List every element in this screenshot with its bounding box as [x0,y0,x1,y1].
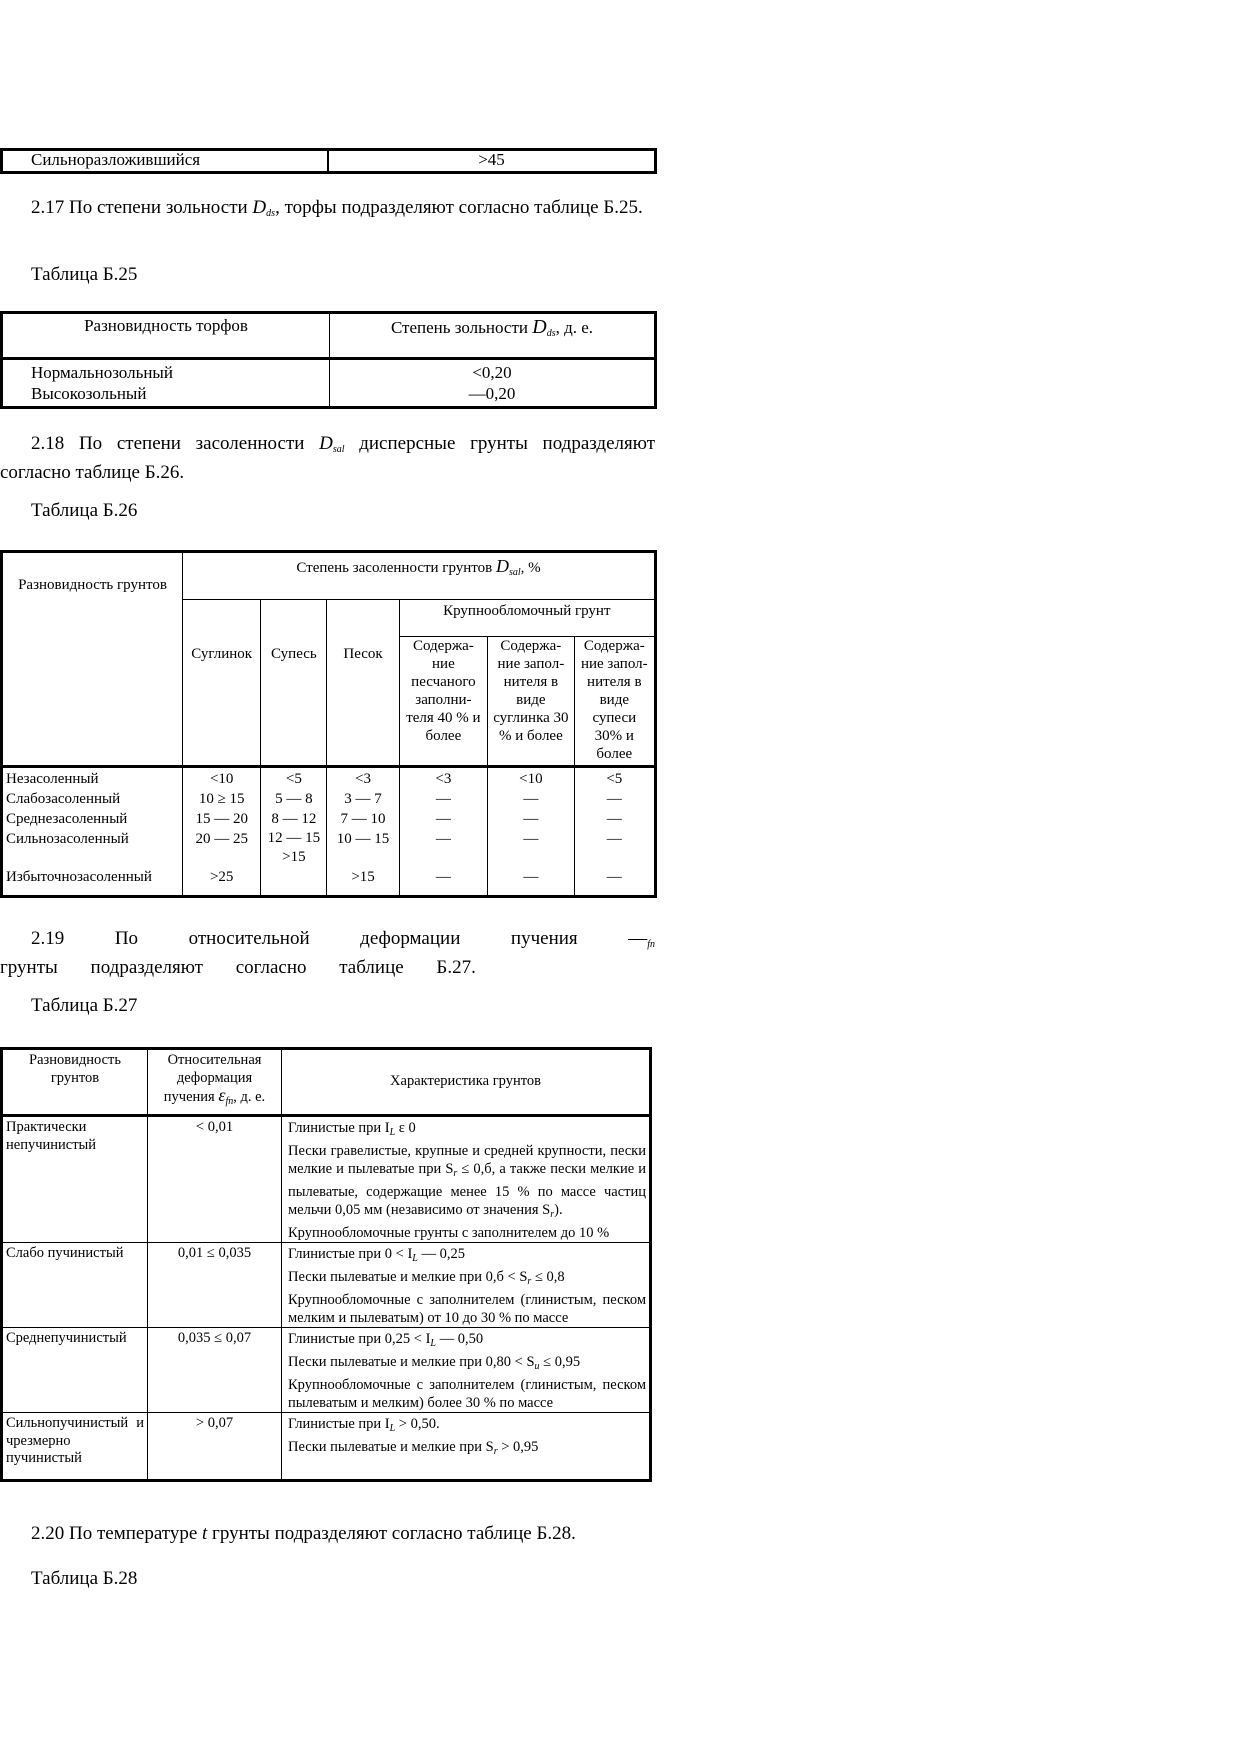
table-cell: <10 10 ≥ 15 15 — 20 20 — 25 >25 [183,767,261,897]
table-cell: <10 — — — — [488,767,574,897]
paragraph-2-19: 2.19 По относительной деформации пучения $—_{fn}$ грунты подразделяют согласно таблице Б.27. [0,928,655,978]
table-cell: <3 — — — — [399,767,487,897]
table-cell: Сильнопучинистый и чрезмерно пучинистый [2,1413,148,1481]
column-header: Крупнообломочный грунт [399,600,655,637]
top-table [0,148,657,174]
table-row [2,359,656,408]
column-header: Относительная деформация пучения $\varepsilon_{fn}$, д. е. [148,1049,282,1116]
table-row [2,1413,651,1481]
table-cell: <3 3 — 7 7 — 10 10 — 15 >15 [327,767,399,897]
table-cell: Глинистые при $I_L$ ε 0 Пески гравелистые, крупные и средней крупности, пески мелкие и пылеватые при $S_r \le 0,б$, а также пески мелкие и пылеватые, содержащие менее 15 % по массе частиц мельчи 0,05 мм (независимо от значения $S_r$). Крупнообломочные грунты с заполнителем до 10 % [282,1116,651,1243]
table-caption-b26: Таблица Б.26 [31,500,138,521]
table-cell: Незасоленный Слабозасоленный Среднезасоленный Сильнозасоленный Избыточнозасоленный [2,767,183,897]
table-row [2,1328,651,1413]
table-cell: Глинистые при $I_L > 0,50$. Пески пылеватые и мелкие при $S_r > 0,95$ [282,1413,651,1481]
table-row [2,1116,651,1243]
paragraph-2-17: 2.17 По степени зольности $D_{ds}$, торфы подразделяют согласно таблице Б.25. [31,197,643,219]
column-header: Разновидность грунтов [2,552,183,767]
table-cell: Среднепучинистый [2,1328,148,1413]
table-cell: < 0,01 [148,1116,282,1243]
column-header: Содержа-ние песчаного заполни-теля 40 % и более [399,637,487,767]
table-caption-b25: Таблица Б.25 [31,264,138,285]
table-b25 [0,311,657,409]
table-cell: <5 5 — 8 8 — 12 12 — 15 >15 [261,767,327,897]
table-header-row [2,313,656,359]
column-header: Песок [327,600,399,767]
table-cell: Глинистые при $0 < I_L$ — 0,25 Пески пылеватые и мелкие при $0,б < S_r \le 0,8$ Крупнообломочные с заполнителем (глинистым, песком мелким и пылеватым) от 10 до 30 % по массе [282,1243,651,1328]
table-cell: >45 [328,150,656,173]
table-b26 [0,550,657,898]
column-header: Содержа-ние запол-нителя в виде супеси 30% и более [574,637,655,767]
table-cell: Практически непучинистый [2,1116,148,1243]
table-b27 [0,1047,652,1482]
column-header: Степень засоленности грунтов $D_{sal}$, % [183,552,656,600]
table-cell: 0,035 ≤ 0,07 [148,1328,282,1413]
table-row [2,150,656,173]
table-body-row [2,767,656,897]
table-cell: Сильноразложившийся [2,150,329,173]
column-header: Суглинок [183,600,261,767]
table-header-row [2,1049,651,1116]
table-caption-b27: Таблица Б.27 [31,995,138,1016]
paragraph-2-20: 2.20 По температуре t грунты подразделяют согласно таблице Б.28. [31,1523,576,1544]
table-caption-b28: Таблица Б.28 [31,1568,138,1589]
table-cell: Глинистые при $0,25 < I_L$ — 0,50 Пески пылеватые и мелкие при $0,80 < S_u \le 0,95$ Крупнообломочные с заполнителем (глинистым, песком пылеватым и мелким) более 30 % по массе [282,1328,651,1413]
column-header: Содержа-ние запол-нителя в виде суглинка 30 % и более [488,637,574,767]
column-header: Разновидность грунтов [2,1049,148,1116]
table-cell: <5 — — — — [574,767,655,897]
column-header: Степень зольности $D_{ds}$, д. е. [330,313,656,359]
column-header: Супесь [261,600,327,767]
column-header: Разновидность торфов [2,313,330,359]
table-cell: Слабо пучинистый [2,1243,148,1328]
table-row [2,1243,651,1328]
table-cell: > 0,07 [148,1413,282,1481]
table-cell: <0,20 —0,20 [330,359,656,408]
paragraph-2-18: 2.18 По степени засоленности $D_{sal}$ дисперсные грунты подразделяют согласно таблице Б.26. [0,433,655,483]
table-cell: Нормальнозольный Высокозольный [2,359,330,408]
column-header: Характеристика грунтов [282,1049,651,1116]
table-cell: 0,01 ≤ 0,035 [148,1243,282,1328]
